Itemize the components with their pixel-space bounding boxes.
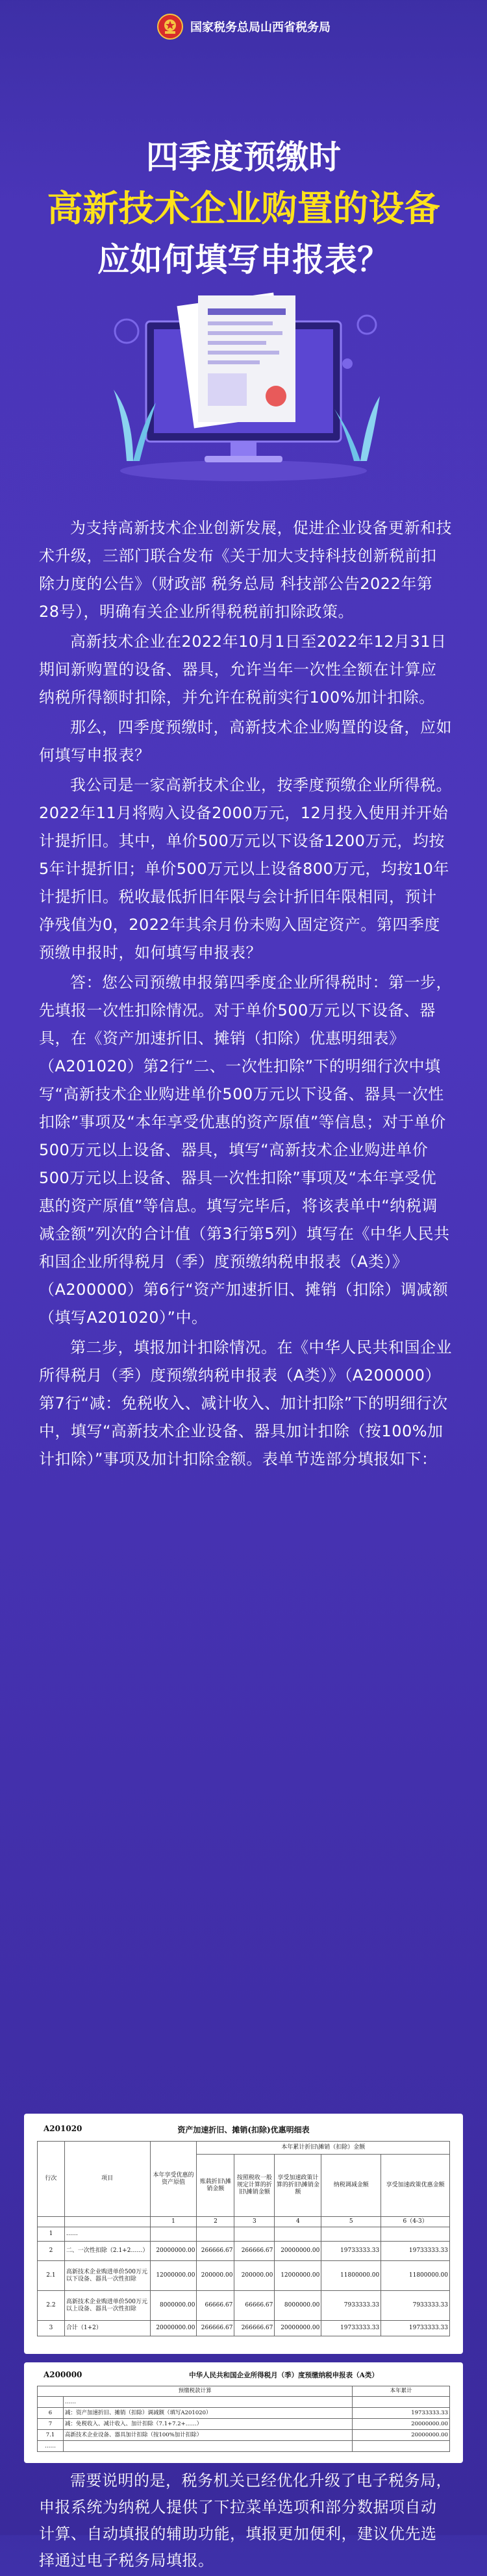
title-block (0, 133, 487, 284)
cell: 66666.67 (197, 2291, 234, 2321)
form-code: A201020 (44, 2124, 82, 2133)
table-a201020 (37, 2141, 450, 2336)
table-row (38, 2291, 450, 2321)
row-item: …… (63, 2397, 352, 2408)
cell: 11800000.00 (321, 2261, 381, 2291)
cell: 20000000.00 (353, 2430, 450, 2441)
cell: 20000000.00 (150, 2321, 197, 2336)
row-item: 高新技术企业购进单价500万元以下设备、器具一次性扣除 (64, 2261, 150, 2291)
header-section: 预缴税款计算 (38, 2386, 353, 2397)
title-line-1: 四季度预缴时 (146, 138, 341, 176)
cell: 19733333.33 (381, 2321, 450, 2336)
col-index: 5 (321, 2217, 381, 2227)
cell: 266666.67 (197, 2321, 234, 2336)
table-row (38, 2227, 450, 2242)
col-index: 2 (197, 2217, 234, 2227)
col-index: 1 (150, 2217, 197, 2227)
row-no: …… (38, 2441, 64, 2452)
cell: 8000000.00 (150, 2291, 197, 2321)
row-item: 合计（1+2） (64, 2321, 150, 2336)
row-item (63, 2441, 352, 2452)
paragraph: 需要说明的是，税务机关已经优化升级了电子税务局，申报系统为纳税人提供了下拉菜单选项和部分数据项自动计算、自动填报的辅助功能，填报更加便利，建议优先选择通过电子税务局填报。 (39, 2471, 452, 2570)
form-code: A200000 (44, 2370, 82, 2379)
cell: 19733333.33 (353, 2408, 450, 2419)
col-index: 3 (234, 2217, 275, 2227)
cell: 7933333.33 (321, 2291, 381, 2321)
table-a200000-card (24, 2362, 463, 2463)
header-tax-deduction: 纳税调减金额 (321, 2155, 381, 2217)
title-line-2: 高新技术企业购置的设备 (47, 188, 440, 229)
cell: 7933333.33 (381, 2291, 450, 2321)
form-title: 资产加速折旧、摊销(扣除)优惠明细表 (177, 2125, 310, 2134)
row-item: …… (64, 2227, 150, 2242)
row-item: 高新技术企业设备、器具加计扣除（按100%加计扣除） (63, 2430, 352, 2441)
row-no: 2.2 (38, 2291, 65, 2321)
cell: 19733333.33 (381, 2242, 450, 2261)
org-name: 国家税务总局山西省税务局 (190, 21, 331, 34)
table-row (38, 2242, 450, 2261)
col-index: 4 (275, 2217, 321, 2227)
title-line-3: 应如何填写申报表？ (97, 241, 390, 279)
cell: 19733333.33 (321, 2242, 381, 2261)
row-no: 2 (38, 2242, 65, 2261)
header-tax-general: 按照税收一般规定计算的折旧\摊销金额 (234, 2155, 275, 2217)
cell: 12000000.00 (275, 2261, 321, 2291)
row-no: 1 (38, 2227, 65, 2242)
article-body (39, 514, 452, 1475)
cell: 20000000.00 (150, 2242, 197, 2261)
paragraph: 第二步，填报加计扣除情况。在《中华人民共和国企业所得税月（季）度预缴纳税申报表（A类）》（A200000）第7行“减：免税收入、减计收入、加计扣除”下的明细行次中，填写“高新技术企业设备、器具加计扣除（按100%加计扣除）”事项及加计扣除金额。表单节选部分填报如下： (39, 1338, 452, 1468)
row-no (38, 2397, 64, 2408)
paragraph: 那么，四季度预缴时，高新技术企业购置的设备，应如何填写申报表？ (39, 718, 452, 764)
closing-note (39, 2468, 452, 2576)
cell: 12000000.00 (150, 2261, 197, 2291)
table-row (38, 2321, 450, 2336)
row-no: 7.1 (38, 2430, 64, 2441)
header-group: 本年累计折旧\摊销（扣除）金额 (197, 2142, 450, 2155)
cell (353, 2441, 450, 2452)
row-no: 2.1 (38, 2261, 65, 2291)
cell: 20000000.00 (275, 2321, 321, 2336)
row-item: 二、一次性扣除（2.1+2……） (64, 2242, 150, 2261)
form-title: 中华人民共和国企业所得税月（季）度预缴纳税申报表（A类） (189, 2371, 379, 2379)
cell: 20000000.00 (275, 2242, 321, 2261)
table-row (38, 2261, 450, 2291)
row-no: 6 (38, 2408, 64, 2419)
cell: 20000000.00 (353, 2419, 450, 2430)
header-accelerated: 享受加速政策计算的折旧\摊销金额 (275, 2155, 321, 2217)
table-row (38, 2441, 450, 2452)
cell: 266666.67 (197, 2242, 234, 2261)
table-a200000 (37, 2386, 450, 2452)
table-row (38, 2419, 450, 2430)
cell (353, 2397, 450, 2408)
paragraph: 答：您公司预缴申报第四季度企业所得税时：第一步，先填报一次性扣除情况。对于单价500万元以下设备、器具，在《资产加速折旧、摊销（扣除）优惠明细表》（A201020）第2行“二、一次性扣除”下的明细行次中填写“高新技术企业购进单价500万元以下设备、器具一次性扣除”事项及“本年享受优惠的资产原值”等信息；对于单价500万元以上设备、器具，填写“高新技术企业购进单价500万元以上设备、器具一次性扣除”事项及“本年享受优惠的资产原值”等信息。填写完毕后，将该表单中“纳税调减金额”列次的合计值（第3行第5列）填写在《中华人民共和国企业所得税月（季）度预缴纳税申报表（A类）》（A200000）第6行“资产加速折旧、摊销（扣除）调减额（填写A201020）”中。 (39, 973, 452, 1327)
cell: 200000.00 (197, 2261, 234, 2291)
cell: 266666.67 (234, 2321, 275, 2336)
page-header (0, 13, 487, 43)
table-row (38, 2430, 450, 2441)
tax-emblem-icon (156, 13, 184, 40)
header-amount: 本年累计 (353, 2386, 450, 2397)
brand (156, 13, 331, 40)
cell: 8000000.00 (275, 2291, 321, 2321)
computer-documents-illustration (88, 286, 399, 487)
header-row-no: 行次 (38, 2142, 65, 2217)
header-book-depreciation: 账载折旧\摊销金额 (197, 2155, 234, 2217)
cell: 66666.67 (234, 2291, 275, 2321)
table-a201020-card (24, 2114, 463, 2354)
row-no: 7 (38, 2419, 64, 2430)
row-item: 减：免税收入、减计收入、加计扣除（7.1+7.2+……） (63, 2419, 352, 2430)
col-index: 6（4-3） (381, 2217, 450, 2227)
cell: 11800000.00 (381, 2261, 450, 2291)
cell: 200000.00 (234, 2261, 275, 2291)
header-item: 项目 (64, 2142, 150, 2217)
header-original-value: 本年享受优惠的资产原值 (150, 2142, 197, 2217)
header-preferential: 享受加速政策优惠金额 (381, 2155, 450, 2217)
row-no: 3 (38, 2321, 65, 2336)
cell: 19733333.33 (321, 2321, 381, 2336)
row-item: 减：资产加速折旧、摊销（扣除）调减额（填写A201020） (63, 2408, 352, 2419)
paragraph: 高新技术企业在2022年10月1日至2022年12月31日期间新购置的设备、器具，允许当年一次性全额在计算应纳税所得额时扣除，并允许在税前实行100%加计扣除。 (39, 632, 447, 707)
paragraph: 我公司是一家高新技术企业，按季度预缴企业所得税。2022年11月将购入设备2000万元，12月投入使用并开始计提折旧。其中，单价500万元以下设备1200万元，均按5年计提折旧；单价500万元以上设备800万元，均按10年计提折旧。税收最低折旧年限与会计折旧年限相同，预计净残值为0，2022年其余月份未购入固定资产。第四季度预缴申报时，如何填写申报表？ (39, 776, 452, 962)
paragraph: 为支持高新技术企业创新发展，促进企业设备更新和技术升级，三部门联合发布《关于加大支持科技创新税前扣除力度的公告》（财政部 税务总局 科技部公告2022年第28号），明确有关企业所得税税前扣除政策。 (39, 519, 452, 621)
table-row (38, 2397, 450, 2408)
cell: 266666.67 (234, 2242, 275, 2261)
row-item: 高新技术企业购进单价500万元以上设备、器具一次性扣除 (64, 2291, 150, 2321)
table-row (38, 2408, 450, 2419)
